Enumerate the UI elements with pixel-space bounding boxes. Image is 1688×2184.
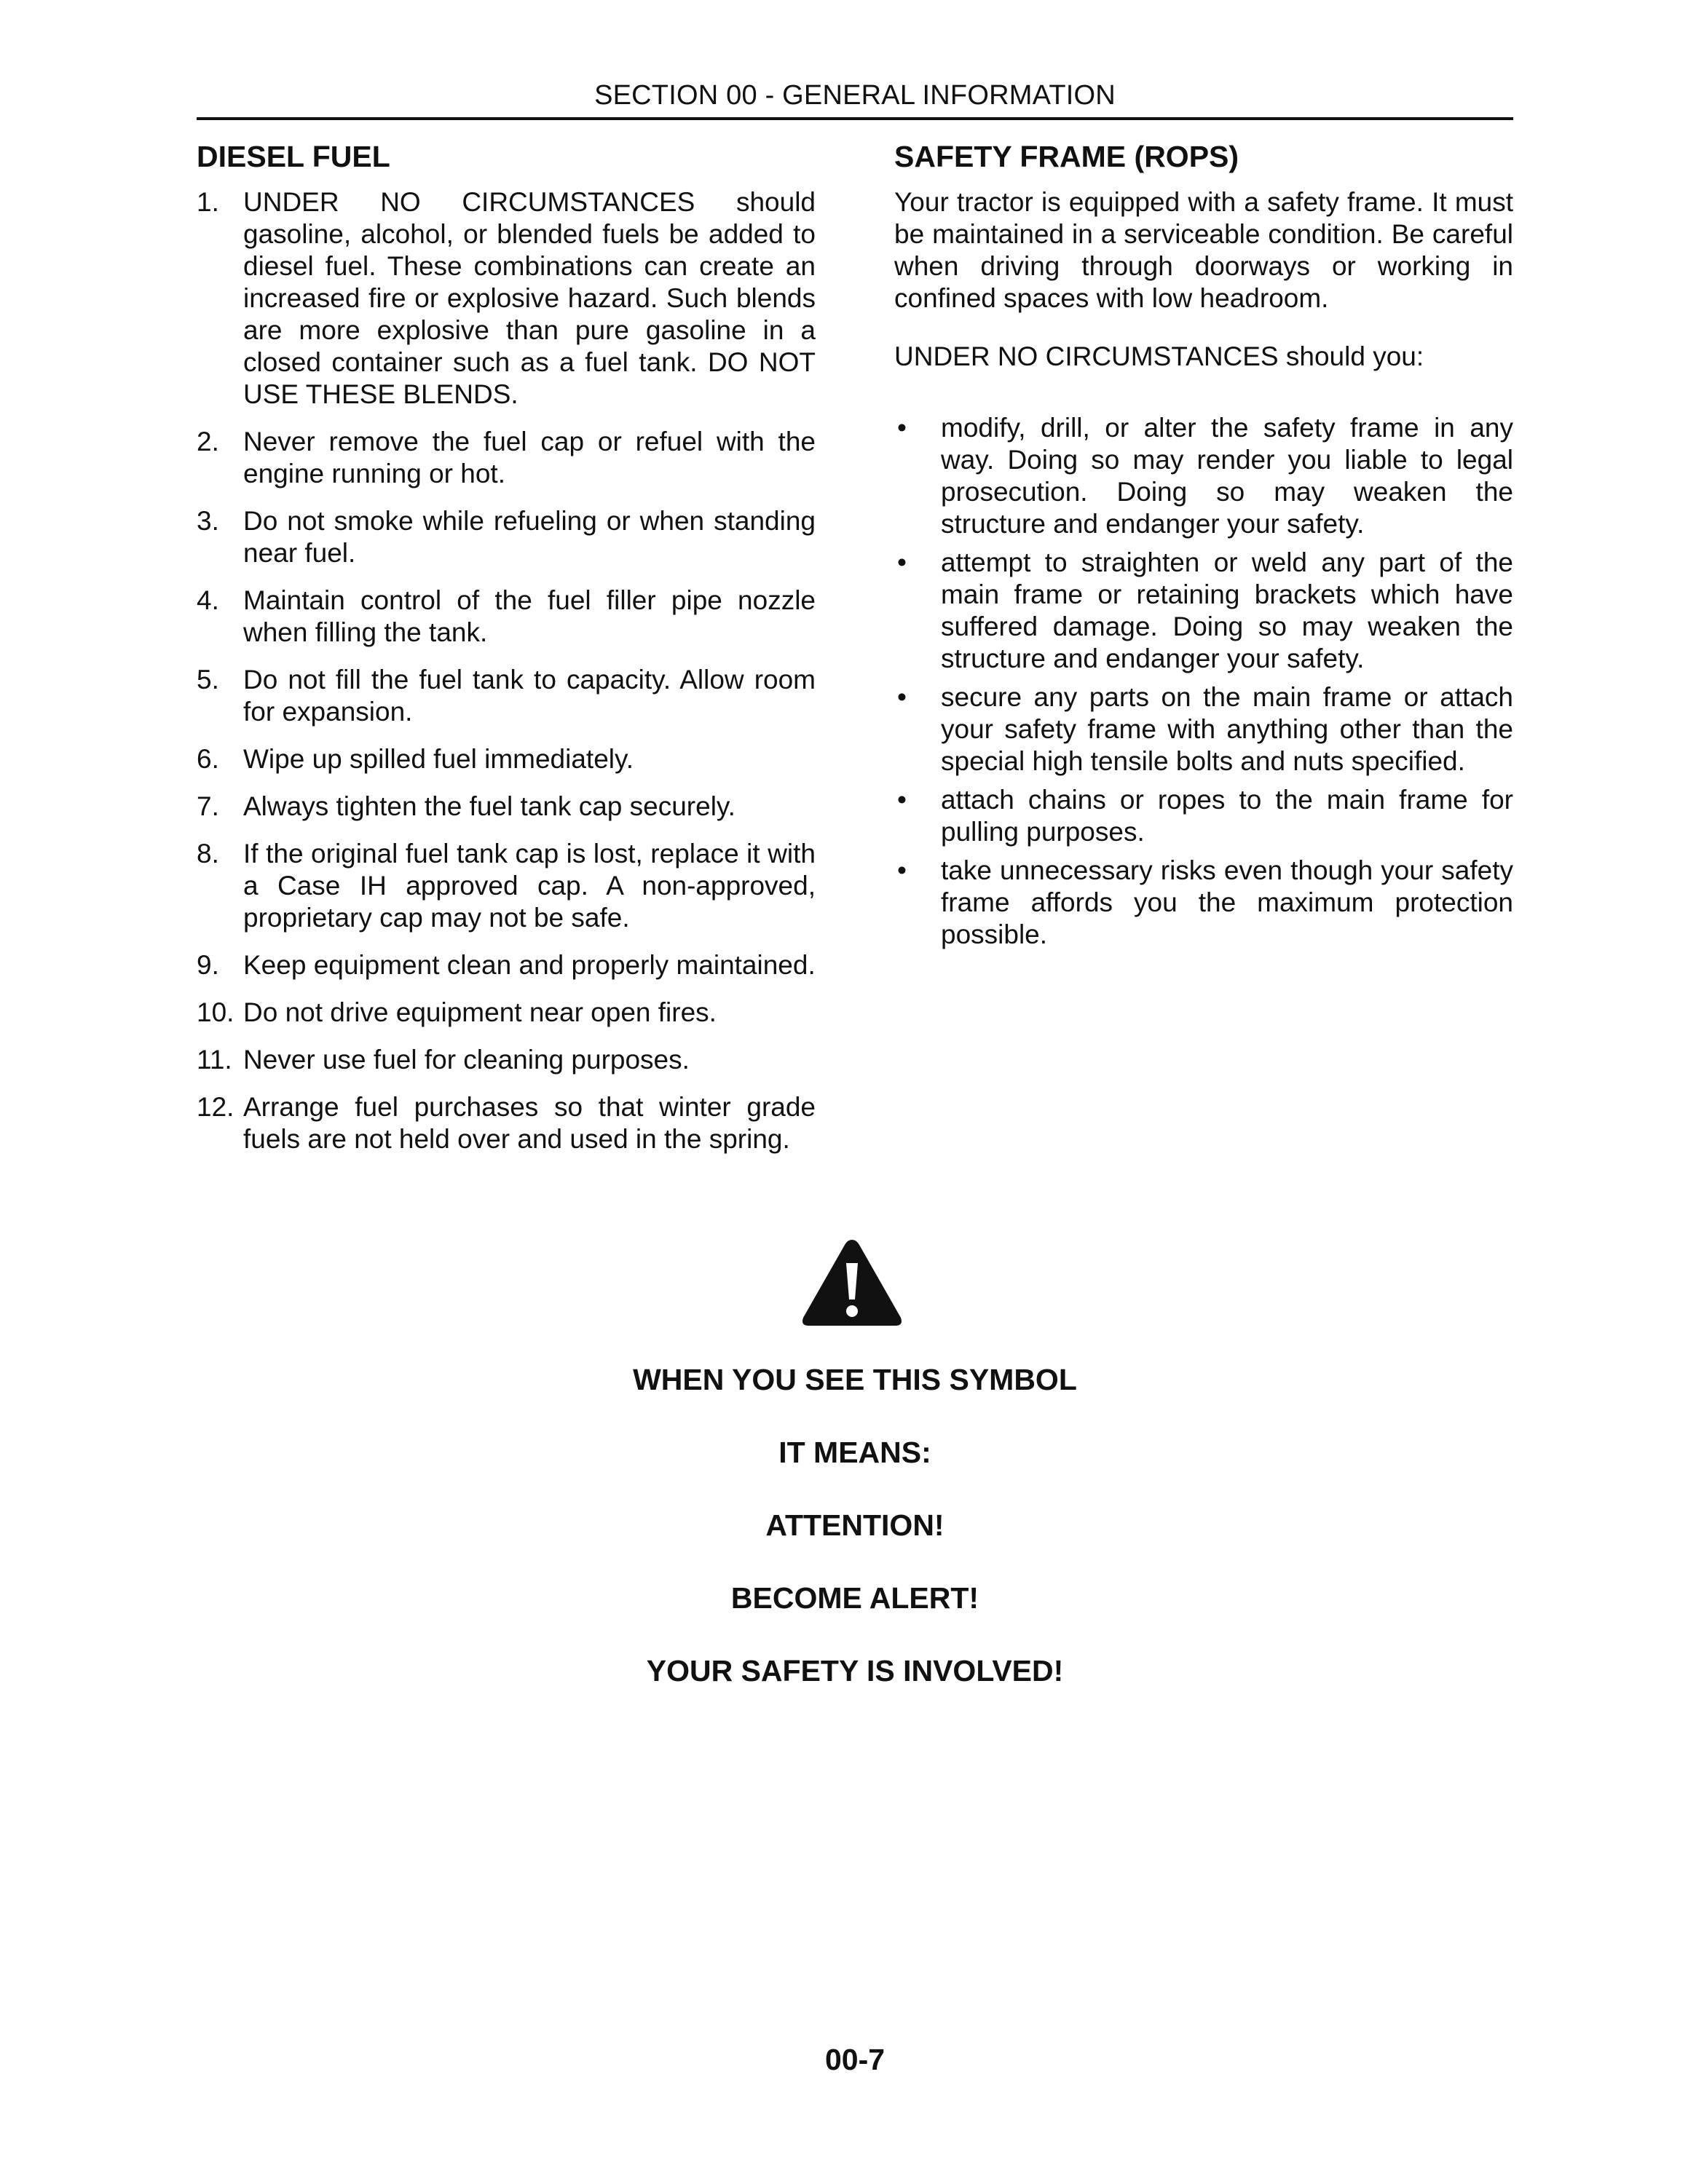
item-number: 9. <box>197 950 219 980</box>
bullet-text: secure any parts on the main frame or attach your safety frame with anything other than the special high tensile bolts and nuts specified. <box>941 682 1513 776</box>
bullet-icon: • <box>897 413 907 443</box>
bullet-text: attach chains or ropes to the main frame for pulling purposes. <box>941 785 1513 847</box>
page-number: 00-7 <box>824 2043 886 2076</box>
list-item <box>894 784 1513 848</box>
item-number: 6. <box>197 744 219 774</box>
alert-line: ATTENTION! <box>765 1508 944 1542</box>
diesel-fuel-list <box>197 186 816 1155</box>
list-item <box>197 505 816 569</box>
list-item <box>197 949 816 981</box>
safety-frame-column <box>894 137 1513 957</box>
list-item <box>894 547 1513 675</box>
list-item <box>197 1091 816 1155</box>
list-item <box>197 997 816 1029</box>
item-text: Always tighten the fuel tank cap securely. <box>243 791 735 821</box>
list-item <box>197 1044 816 1076</box>
item-number: 12. <box>197 1092 234 1122</box>
item-number: 10. <box>197 997 234 1027</box>
item-number: 4. <box>197 585 219 615</box>
list-item <box>197 664 816 728</box>
safety-frame-lead: UNDER NO CIRCUMSTANCES should you: <box>894 341 1424 371</box>
item-text: Never use fuel for cleaning purposes. <box>243 1045 690 1075</box>
safety-frame-title: SAFETY FRAME (ROPS) <box>894 140 1239 173</box>
header-rule <box>197 117 1513 120</box>
item-number: 5. <box>197 665 219 695</box>
warning-triangle-icon <box>799 1235 905 1330</box>
diesel-fuel-column <box>197 137 816 1171</box>
list-item <box>197 426 816 490</box>
item-text: If the original fuel tank cap is lost, replace it with a Case IH approved cap. A non-approved, proprietary cap may not be safe. <box>243 839 816 933</box>
item-text: Wipe up spilled fuel immediately. <box>243 744 634 774</box>
item-text: Arrange fuel purchases so that winter grade fuels are not held over and used in the spring. <box>243 1092 816 1154</box>
list-item <box>197 585 816 649</box>
alert-line: YOUR SAFETY IS INVOLVED! <box>646 1654 1064 1688</box>
item-text: Never remove the fuel cap or refuel with the engine running or hot. <box>243 427 816 488</box>
list-item <box>894 681 1513 778</box>
alert-line: IT MEANS: <box>778 1436 931 1469</box>
item-text: Do not drive equipment near open fires. <box>243 997 717 1027</box>
item-text: Do not smoke while refueling or when standing near fuel. <box>243 506 816 568</box>
item-number: 8. <box>197 839 219 869</box>
item-number: 2. <box>197 427 219 456</box>
list-item <box>197 743 816 775</box>
alert-line: WHEN YOU SEE THIS SYMBOL <box>633 1363 1077 1396</box>
bullet-icon: • <box>897 785 907 815</box>
list-item <box>197 791 816 823</box>
safety-frame-bullets <box>894 412 1513 951</box>
item-text: Do not fill the fuel tank to capacity. Allow room for expansion. <box>243 665 816 727</box>
bullet-text: modify, drill, or alter the safety frame in any way. Doing so may render you liable to legal prosecution. Doing so may weaken the structure and endanger your safety. <box>941 413 1513 539</box>
item-number: 11. <box>197 1045 232 1075</box>
bullet-icon: • <box>897 682 907 712</box>
bullet-icon: • <box>897 855 907 885</box>
list-item <box>894 855 1513 951</box>
list-item <box>197 186 816 411</box>
item-text: Keep equipment clean and properly maintained. <box>243 950 816 980</box>
bullet-text: take unnecessary risks even though your safety frame affords you the maximum protection possible. <box>941 855 1513 949</box>
list-item <box>197 838 816 934</box>
safety-frame-intro: Your tractor is equipped with a safety frame. It must be maintained in a serviceable condition. Be careful when driving through doorways or working in confined spaces with low headroom. <box>894 187 1513 313</box>
item-number: 3. <box>197 506 219 536</box>
item-number: 7. <box>197 791 219 821</box>
bullet-text: attempt to straighten or weld any part of the main frame or retaining brackets which have suffered damage. Doing so may weaken the structure and endanger your safety. <box>941 547 1513 673</box>
bullet-icon: • <box>897 547 907 577</box>
section-header: SECTION 00 - GENERAL INFORMATION <box>594 80 1116 111</box>
item-text: UNDER NO CIRCUMSTANCES should gasoline, alcohol, or blended fuels be added to diesel fuel. These combinations can create an increased fire or explosive hazard. Such blends are more explosive than pure gasoline in a closed container such as a fuel tank. DO NOT USE THESE BLENDS. <box>243 187 816 409</box>
diesel-fuel-title: DIESEL FUEL <box>197 140 390 173</box>
item-text: Maintain control of the fuel filler pipe nozzle when filling the tank. <box>243 585 816 647</box>
list-item <box>894 412 1513 540</box>
item-number: 1. <box>197 187 219 217</box>
safety-alert-message <box>197 1360 1513 1724</box>
alert-line: BECOME ALERT! <box>730 1581 979 1615</box>
